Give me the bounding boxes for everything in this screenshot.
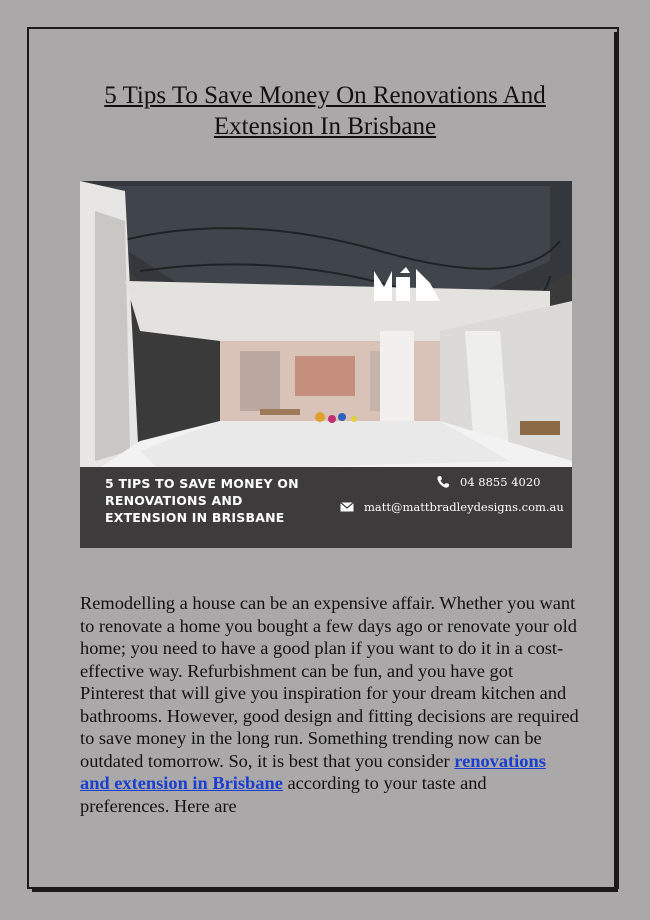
email-address: matt@mattbradleydesigns.com.au	[364, 500, 564, 514]
room-photo	[80, 181, 572, 467]
hero-image	[80, 181, 572, 548]
paragraph-text-start: Remodelling a house can be an expensive affair. Whether you want to renovate a home you bought a few days ago or renovate your old home; you need to have a good plan if you want to do it in a cost-effective way. Refurbishment can be fun, and you have got Pinterest that will give you inspiration for your dream kitchen and bathrooms. However, good design and fitting decisions are required to save money in the long run. Something trending now can be outdated tomorrow. So, it is best that you consider	[80, 593, 579, 771]
banner-title: 5 TIPS TO SAVE MONEY ON RENOVATIONS AND EXTENSION IN BRISBANE	[105, 476, 299, 525]
envelope-icon	[340, 500, 354, 514]
banner-phone	[436, 475, 540, 489]
hero-banner	[80, 467, 572, 548]
body-paragraph	[80, 592, 580, 817]
renovations-link[interactable]: renovations and extension in Brisbane	[80, 750, 546, 793]
phone-number: 04 8855 4020	[460, 475, 541, 489]
mbd-logo-icon	[374, 267, 444, 301]
paragraph-text-end: according to your taste and preferences. Here are	[80, 773, 487, 816]
page-title: 5 Tips To Save Money On Renovations And Extension In Brisbane	[104, 82, 546, 140]
banner-email	[340, 500, 564, 514]
phone-icon	[436, 475, 450, 489]
